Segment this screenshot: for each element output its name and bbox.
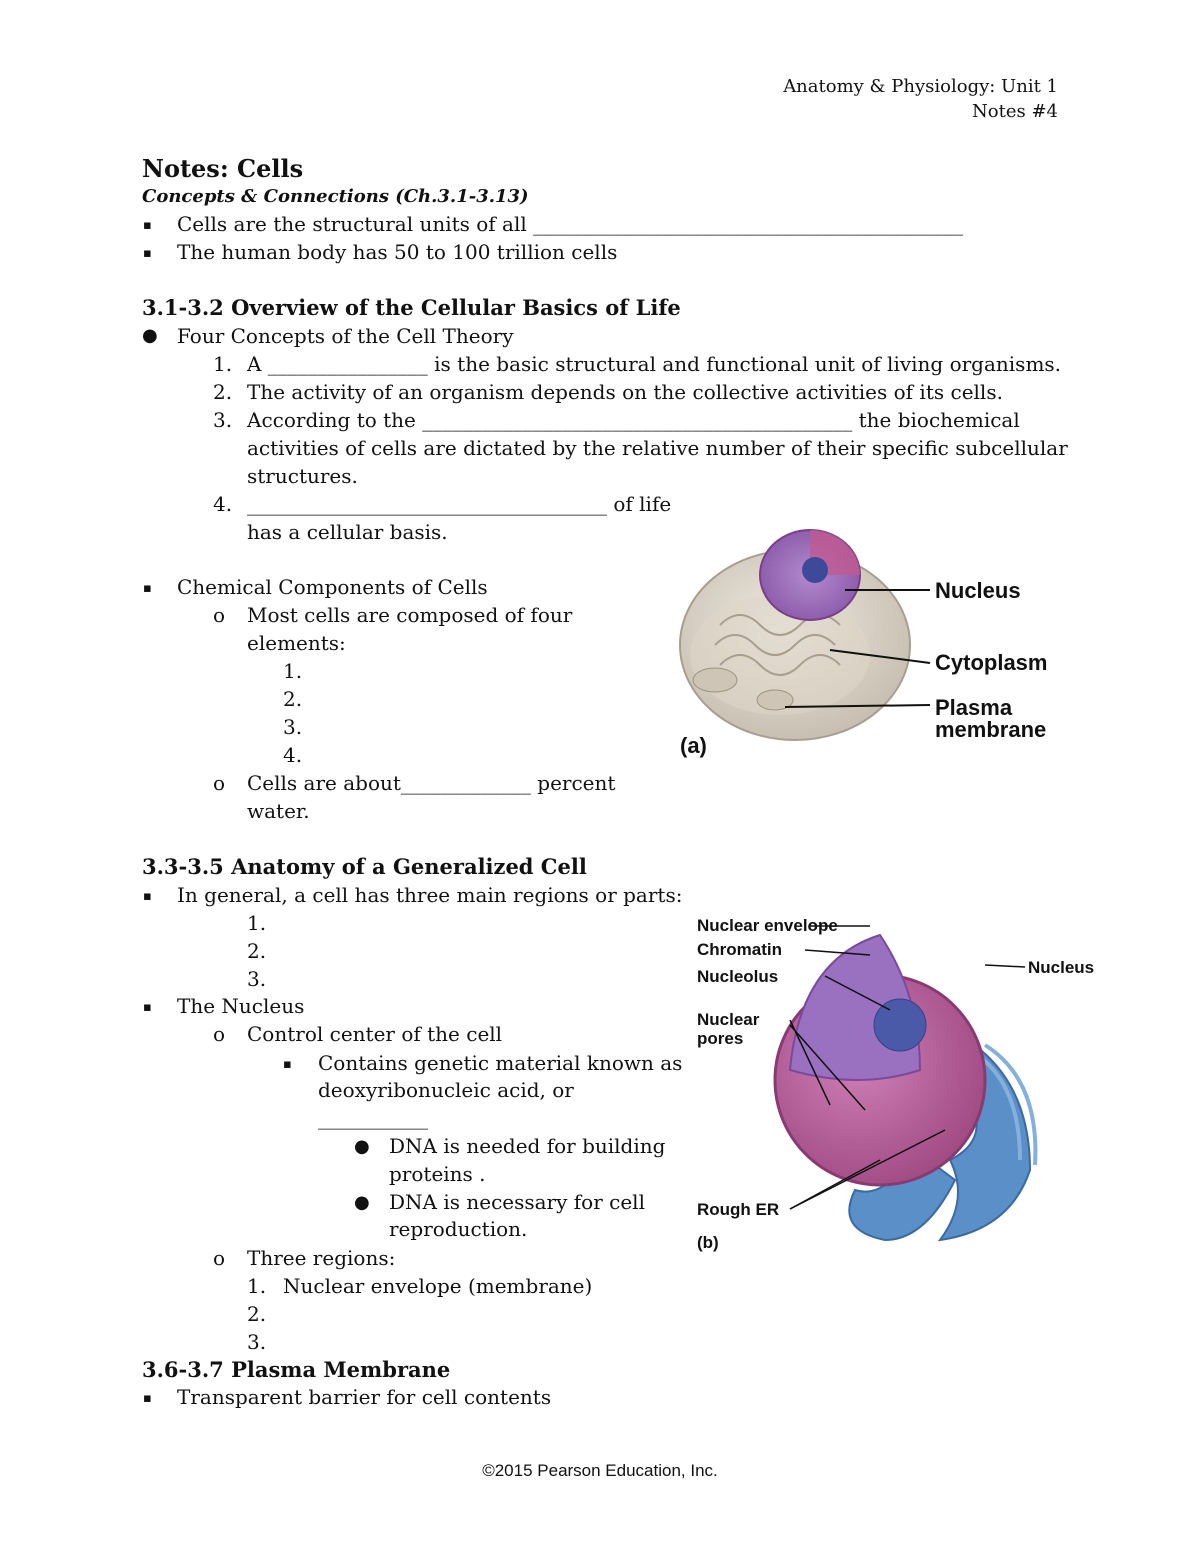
region-num: 1.	[247, 1274, 267, 1298]
figure-tag-a: (a)	[680, 733, 707, 758]
bullet-dot: ●	[142, 325, 158, 346]
section-heading-anatomy: 3.3-3.5 Anatomy of a Generalized Cell	[142, 854, 587, 879]
bullet-square: ▪	[283, 1057, 292, 1072]
nucleus-heading: The Nucleus	[177, 994, 305, 1018]
label-pores: pores	[697, 1029, 744, 1048]
figure-tag-b: (b)	[697, 1233, 719, 1252]
region-num: 2.	[247, 1302, 267, 1326]
bullet-square: ▪	[143, 889, 152, 904]
cell-theory-item: structures.	[247, 464, 358, 488]
region-text: Nuclear envelope (membrane)	[283, 1274, 593, 1298]
label-chromatin: Chromatin	[697, 940, 782, 959]
cell-theory-num: 1.	[213, 352, 233, 376]
cell-theory-item: A ________________ is the basic structural and functional unit of living organisms.	[247, 352, 1062, 376]
section-heading-membrane: 3.6-3.7 Plasma Membrane	[142, 1357, 451, 1382]
notes-number: Notes #4	[972, 101, 1058, 122]
cell-theory-item: ____________________________________ of life	[247, 492, 672, 516]
cell-theory-item: has a cellular basis.	[247, 520, 448, 544]
copyright-footer: ©2015 Pearson Education, Inc.	[482, 1461, 718, 1480]
bullet-square: ▪	[143, 1391, 152, 1406]
section-heading-overview: 3.1-3.2 Overview of the Cellular Basics of Life	[142, 295, 681, 320]
nucleus-text: Contains genetic material known as	[318, 1051, 683, 1075]
dna-text: DNA is needed for building	[389, 1134, 666, 1158]
chemical-components-heading: Chemical Components of Cells	[177, 575, 488, 599]
part-num: 2.	[247, 939, 267, 963]
cell-theory-item: activities of cells are dictated by the relative number of their specific subcellular	[247, 436, 1068, 460]
nucleus-text: deoxyribonucleic acid, or	[318, 1078, 574, 1102]
page-subtitle: Concepts & Connections (Ch.3.1-3.13)	[142, 186, 529, 207]
label-cytoplasm: Cytoplasm	[935, 650, 1048, 675]
dna-text: DNA is necessary for cell	[389, 1190, 645, 1214]
bullet-dot: ●	[354, 1136, 370, 1157]
label-nucleolus: Nucleolus	[697, 967, 779, 986]
bullet-o: o	[213, 1246, 226, 1270]
label-nucleus: Nucleus	[935, 578, 1021, 603]
element-num: 3.	[283, 715, 303, 739]
intro-line-2: The human body has 50 to 100 trillion cells	[177, 240, 618, 264]
element-num: 1.	[283, 659, 303, 683]
element-num: 4.	[283, 743, 303, 767]
label-nuclear: Nuclear	[697, 1010, 760, 1029]
course-header: Anatomy & Physiology: Unit 1	[783, 76, 1058, 97]
part-num: 3.	[247, 967, 267, 991]
element-num: 2.	[283, 687, 303, 711]
cell-theory-num: 3.	[213, 408, 233, 432]
chem-text: Most cells are composed of four	[247, 603, 573, 627]
intro-line-1: Cells are the structural units of all ___________________________________________	[177, 212, 964, 236]
chem-text: elements:	[247, 631, 346, 655]
cell-theory-num: 2.	[213, 380, 233, 404]
bullet-dot: ●	[354, 1192, 370, 1213]
membrane-text: Transparent barrier for cell contents	[177, 1385, 552, 1409]
page-title: Notes: Cells	[142, 154, 304, 183]
cell-theory-heading: Four Concepts of the Cell Theory	[177, 324, 514, 348]
label-nuclear-envelope: Nuclear envelope	[697, 916, 838, 935]
region-num: 3.	[247, 1330, 267, 1354]
nucleolus-b	[874, 999, 926, 1051]
bullet-o: o	[213, 603, 226, 627]
bullet-square: ▪	[143, 246, 152, 261]
label-membrane: membrane	[935, 717, 1047, 742]
dna-blank: ___________	[318, 1106, 428, 1130]
cell-theory-item: According to the ___________________________________________ the biochemical	[247, 408, 1020, 432]
water-text: Cells are about_____________ percent	[247, 771, 616, 795]
nucleus-text: Control center of the cell	[247, 1022, 503, 1046]
cell-figure-a	[660, 505, 1080, 785]
part-num: 1.	[247, 911, 267, 935]
label-rough-er: Rough ER	[697, 1200, 780, 1219]
three-regions-text: Three regions:	[247, 1246, 396, 1270]
label-nucleus-b: Nucleus	[1028, 958, 1095, 977]
bullet-o: o	[213, 771, 226, 795]
dna-text: reproduction.	[389, 1217, 528, 1241]
cell-theory-num: 4.	[213, 492, 233, 516]
label-plasma: Plasma	[935, 695, 1013, 720]
cell-theory-item: The activity of an organism depends on the collective activities of its cells.	[247, 380, 1003, 404]
bullet-square: ▪	[143, 1000, 152, 1015]
water-text: water.	[247, 799, 310, 823]
bullet-square: ▪	[143, 581, 152, 596]
nucleolus	[802, 557, 828, 583]
bullet-square: ▪	[143, 218, 152, 233]
dna-text: proteins .	[389, 1162, 486, 1186]
regions-text: In general, a cell has three main regions or parts:	[177, 883, 683, 907]
bullet-o: o	[213, 1022, 226, 1046]
